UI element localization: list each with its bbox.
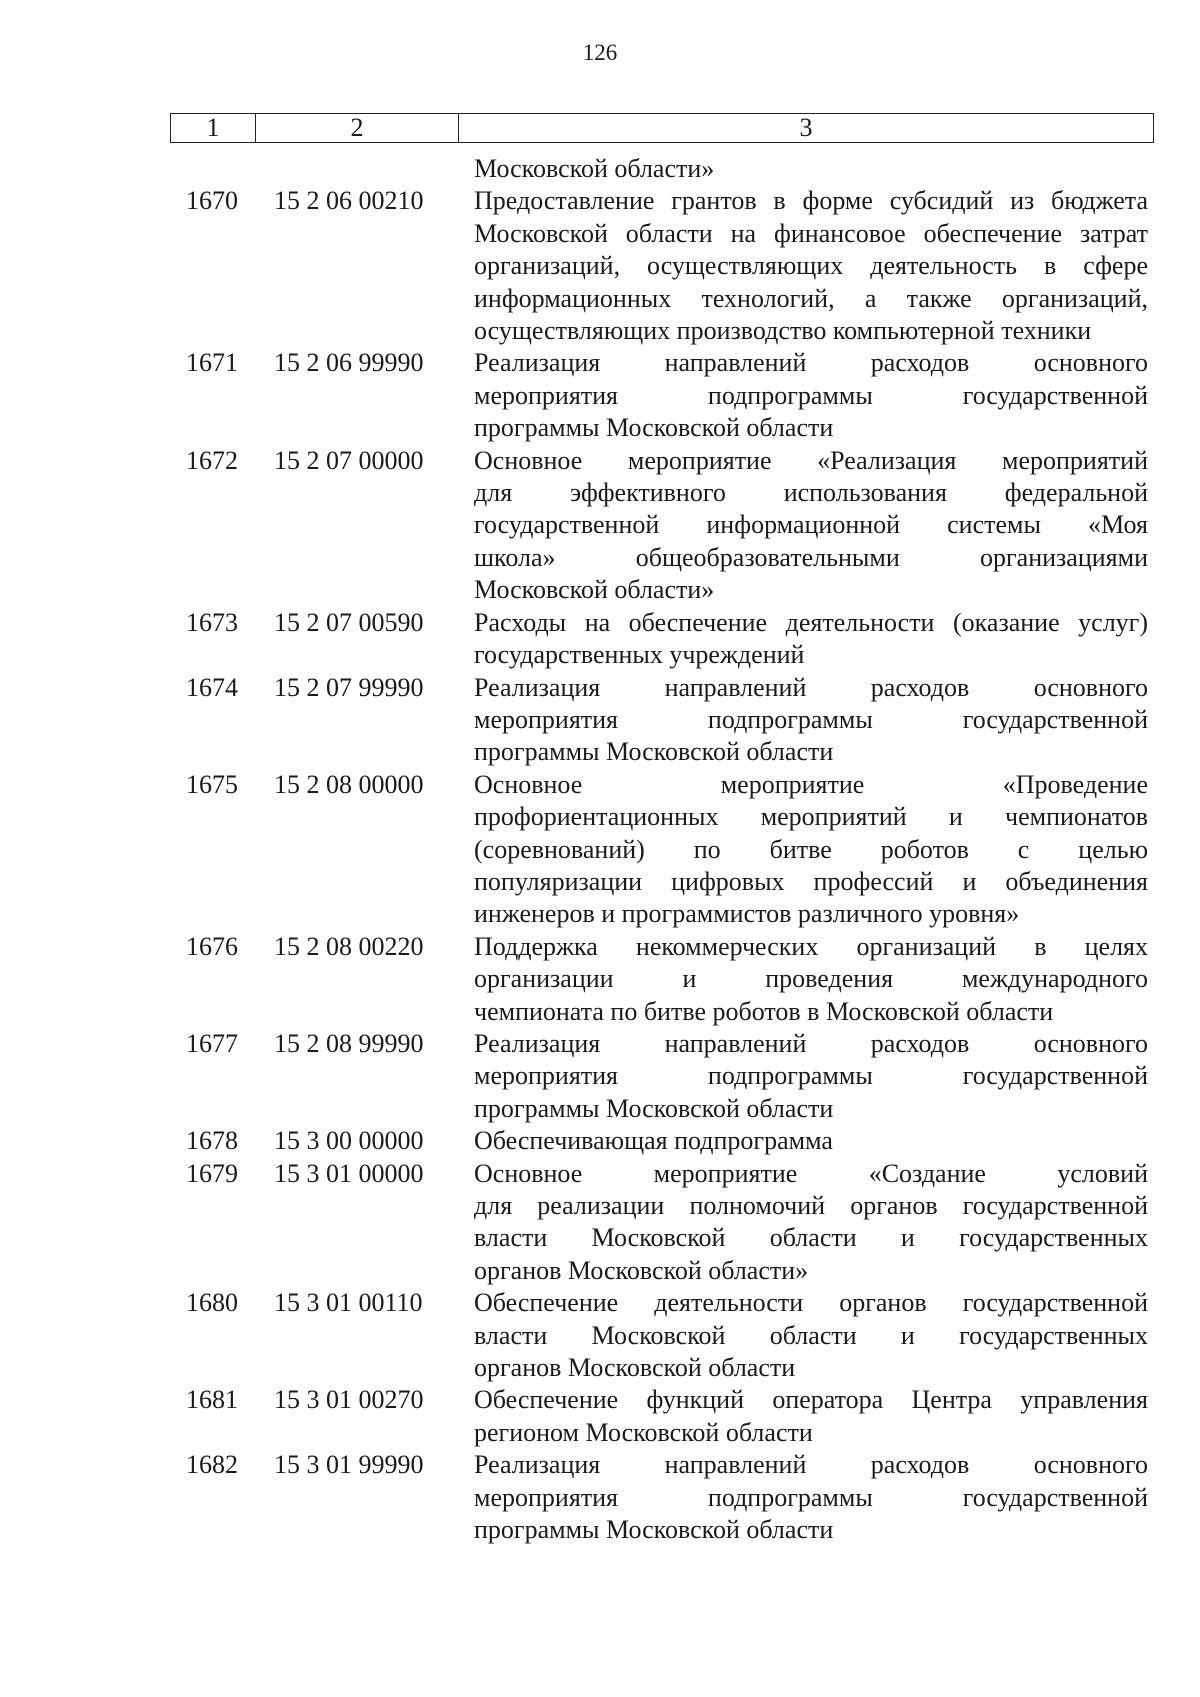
description-line: информационных технологий, а также организаций, bbox=[474, 283, 1148, 313]
table-row bbox=[0, 445, 1200, 607]
description-line: Основное мероприятие «Создание условий bbox=[474, 1158, 1148, 1188]
description-line: чемпионата по битве роботов в Московской области bbox=[474, 996, 1054, 1026]
description-line: организаций, осуществляющих деятельность в сфере bbox=[474, 251, 1148, 281]
row-description bbox=[474, 1287, 1148, 1384]
table-row bbox=[0, 347, 1200, 444]
description-line: государственных учреждений bbox=[474, 640, 805, 670]
row-description bbox=[474, 769, 1148, 931]
row-code bbox=[272, 153, 474, 185]
description-line: Расходы на обеспечение деятельности (оказание услуг) bbox=[474, 607, 1148, 637]
description-line: (соревнований) по битве роботов с целью bbox=[474, 834, 1148, 864]
row-description bbox=[474, 1028, 1148, 1125]
table-row bbox=[0, 153, 1200, 185]
description-line: мероприятия подпрограммы государственной bbox=[474, 1482, 1148, 1512]
row-code: 15 3 01 00000 bbox=[274, 1158, 424, 1188]
description-line: Обеспечивающая подпрограмма bbox=[474, 1126, 833, 1156]
description-line: регионом Московской области bbox=[474, 1417, 813, 1447]
description-line: власти Московской области и государственных bbox=[474, 1223, 1148, 1253]
header-col-3: 3 bbox=[799, 113, 813, 142]
table-row bbox=[0, 1384, 1200, 1449]
table-row bbox=[0, 672, 1200, 769]
description-line: программы Московской области bbox=[474, 1093, 834, 1123]
description-line: Московской области» bbox=[474, 575, 715, 605]
description-line: популяризации цифровых профессий и объединения bbox=[474, 866, 1148, 896]
row-code: 15 3 01 00270 bbox=[274, 1385, 424, 1415]
description-line: Московской области» bbox=[474, 154, 715, 183]
description-line: для эффективного использования федеральной bbox=[474, 478, 1148, 508]
row-number: 1679 bbox=[186, 1158, 238, 1188]
row-code: 15 2 06 00210 bbox=[274, 186, 424, 216]
table-row bbox=[0, 1028, 1200, 1125]
row-code: 15 2 07 00000 bbox=[274, 445, 424, 475]
table-row bbox=[0, 931, 1200, 1028]
description-line: программы Московской области bbox=[474, 413, 834, 443]
header-col-1: 1 bbox=[171, 114, 256, 142]
row-code: 15 2 08 00220 bbox=[274, 931, 424, 961]
description-line: Поддержка некоммерческих организаций в целях bbox=[474, 931, 1148, 961]
row-description bbox=[474, 931, 1148, 1028]
row-description bbox=[474, 347, 1148, 444]
row-description bbox=[474, 607, 1148, 672]
description-line: Реализация направлений расходов основного bbox=[474, 1450, 1148, 1480]
row-description bbox=[474, 1125, 1148, 1157]
row-number: 1674 bbox=[186, 672, 238, 702]
row-number bbox=[186, 153, 272, 185]
row-description bbox=[474, 672, 1148, 769]
table-row bbox=[0, 1287, 1200, 1384]
row-code: 15 3 01 99990 bbox=[274, 1450, 424, 1480]
table-row bbox=[0, 607, 1200, 672]
description-line: инженеров и программистов различного уровня» bbox=[474, 899, 1020, 929]
header-col-2: 2 bbox=[256, 114, 459, 142]
table-row bbox=[0, 1449, 1200, 1546]
description-line: профориентационных мероприятий и чемпионатов bbox=[474, 802, 1148, 832]
page-number: 126 bbox=[582, 40, 618, 65]
row-description bbox=[474, 1449, 1148, 1546]
row-number: 1680 bbox=[186, 1288, 238, 1318]
row-number: 1682 bbox=[186, 1450, 238, 1480]
row-description bbox=[474, 1384, 1148, 1449]
row-number: 1676 bbox=[186, 931, 238, 961]
row-description bbox=[474, 445, 1148, 607]
row-number: 1675 bbox=[186, 769, 238, 799]
row-description bbox=[474, 185, 1148, 347]
description-line: для реализации полномочий органов государственной bbox=[474, 1191, 1148, 1220]
description-line: мероприятия подпрограммы государственной bbox=[474, 380, 1148, 410]
description-line: Московской области на финансовое обеспечение затрат bbox=[474, 218, 1148, 248]
description-line: органов Московской области» bbox=[474, 1255, 809, 1285]
table-body bbox=[0, 153, 1200, 1546]
row-description bbox=[474, 1158, 1148, 1288]
row-number: 1677 bbox=[186, 1028, 238, 1058]
description-line: Основное мероприятие «Проведение bbox=[474, 769, 1148, 799]
row-number: 1678 bbox=[186, 1126, 238, 1156]
description-line: осуществляющих производство компьютерной техники bbox=[474, 316, 1092, 346]
row-code: 15 2 07 99990 bbox=[274, 672, 424, 702]
description-line: организации и проведения международного bbox=[474, 964, 1148, 994]
description-line: Реализация направлений расходов основного bbox=[474, 672, 1148, 702]
description-line: Реализация направлений расходов основного bbox=[474, 348, 1148, 378]
row-description bbox=[474, 153, 1148, 185]
description-line: власти Московской области и государственных bbox=[474, 1320, 1148, 1350]
description-line: органов Московской области bbox=[474, 1353, 796, 1383]
row-code: 15 2 08 99990 bbox=[274, 1028, 424, 1058]
description-line: Предоставление грантов в форме субсидий из бюджета bbox=[474, 186, 1148, 216]
table-row bbox=[0, 1125, 1200, 1157]
row-number: 1681 bbox=[186, 1385, 238, 1415]
description-line: Основное мероприятие «Реализация мероприятий bbox=[474, 445, 1148, 475]
table-row bbox=[0, 185, 1200, 347]
row-number: 1670 bbox=[186, 186, 238, 216]
row-number: 1671 bbox=[186, 348, 238, 378]
row-code: 15 2 06 99990 bbox=[274, 348, 424, 378]
table-row bbox=[0, 769, 1200, 931]
row-number: 1672 bbox=[186, 445, 238, 475]
description-line: Обеспечение функций оператора Центра управления bbox=[474, 1385, 1148, 1415]
description-line: государственной информационной системы «Моя bbox=[474, 510, 1148, 540]
description-line: Обеспечение деятельности органов государственной bbox=[474, 1288, 1148, 1318]
row-number: 1673 bbox=[186, 607, 238, 637]
row-code: 15 3 00 00000 bbox=[274, 1126, 424, 1156]
table-row bbox=[0, 1158, 1200, 1288]
row-code: 15 3 01 00110 bbox=[274, 1288, 423, 1318]
description-line: программы Московской области bbox=[474, 737, 834, 767]
description-line: Реализация направлений расходов основного bbox=[474, 1028, 1148, 1058]
description-line: школа» общеобразовательными организациями bbox=[474, 542, 1148, 572]
table-header bbox=[170, 113, 1154, 143]
row-code: 15 2 07 00590 bbox=[274, 607, 424, 637]
description-line: мероприятия подпрограммы государственной bbox=[474, 704, 1148, 734]
row-code: 15 2 08 00000 bbox=[274, 769, 424, 799]
description-line: мероприятия подпрограммы государственной bbox=[474, 1061, 1148, 1091]
description-line: программы Московской области bbox=[474, 1515, 834, 1545]
